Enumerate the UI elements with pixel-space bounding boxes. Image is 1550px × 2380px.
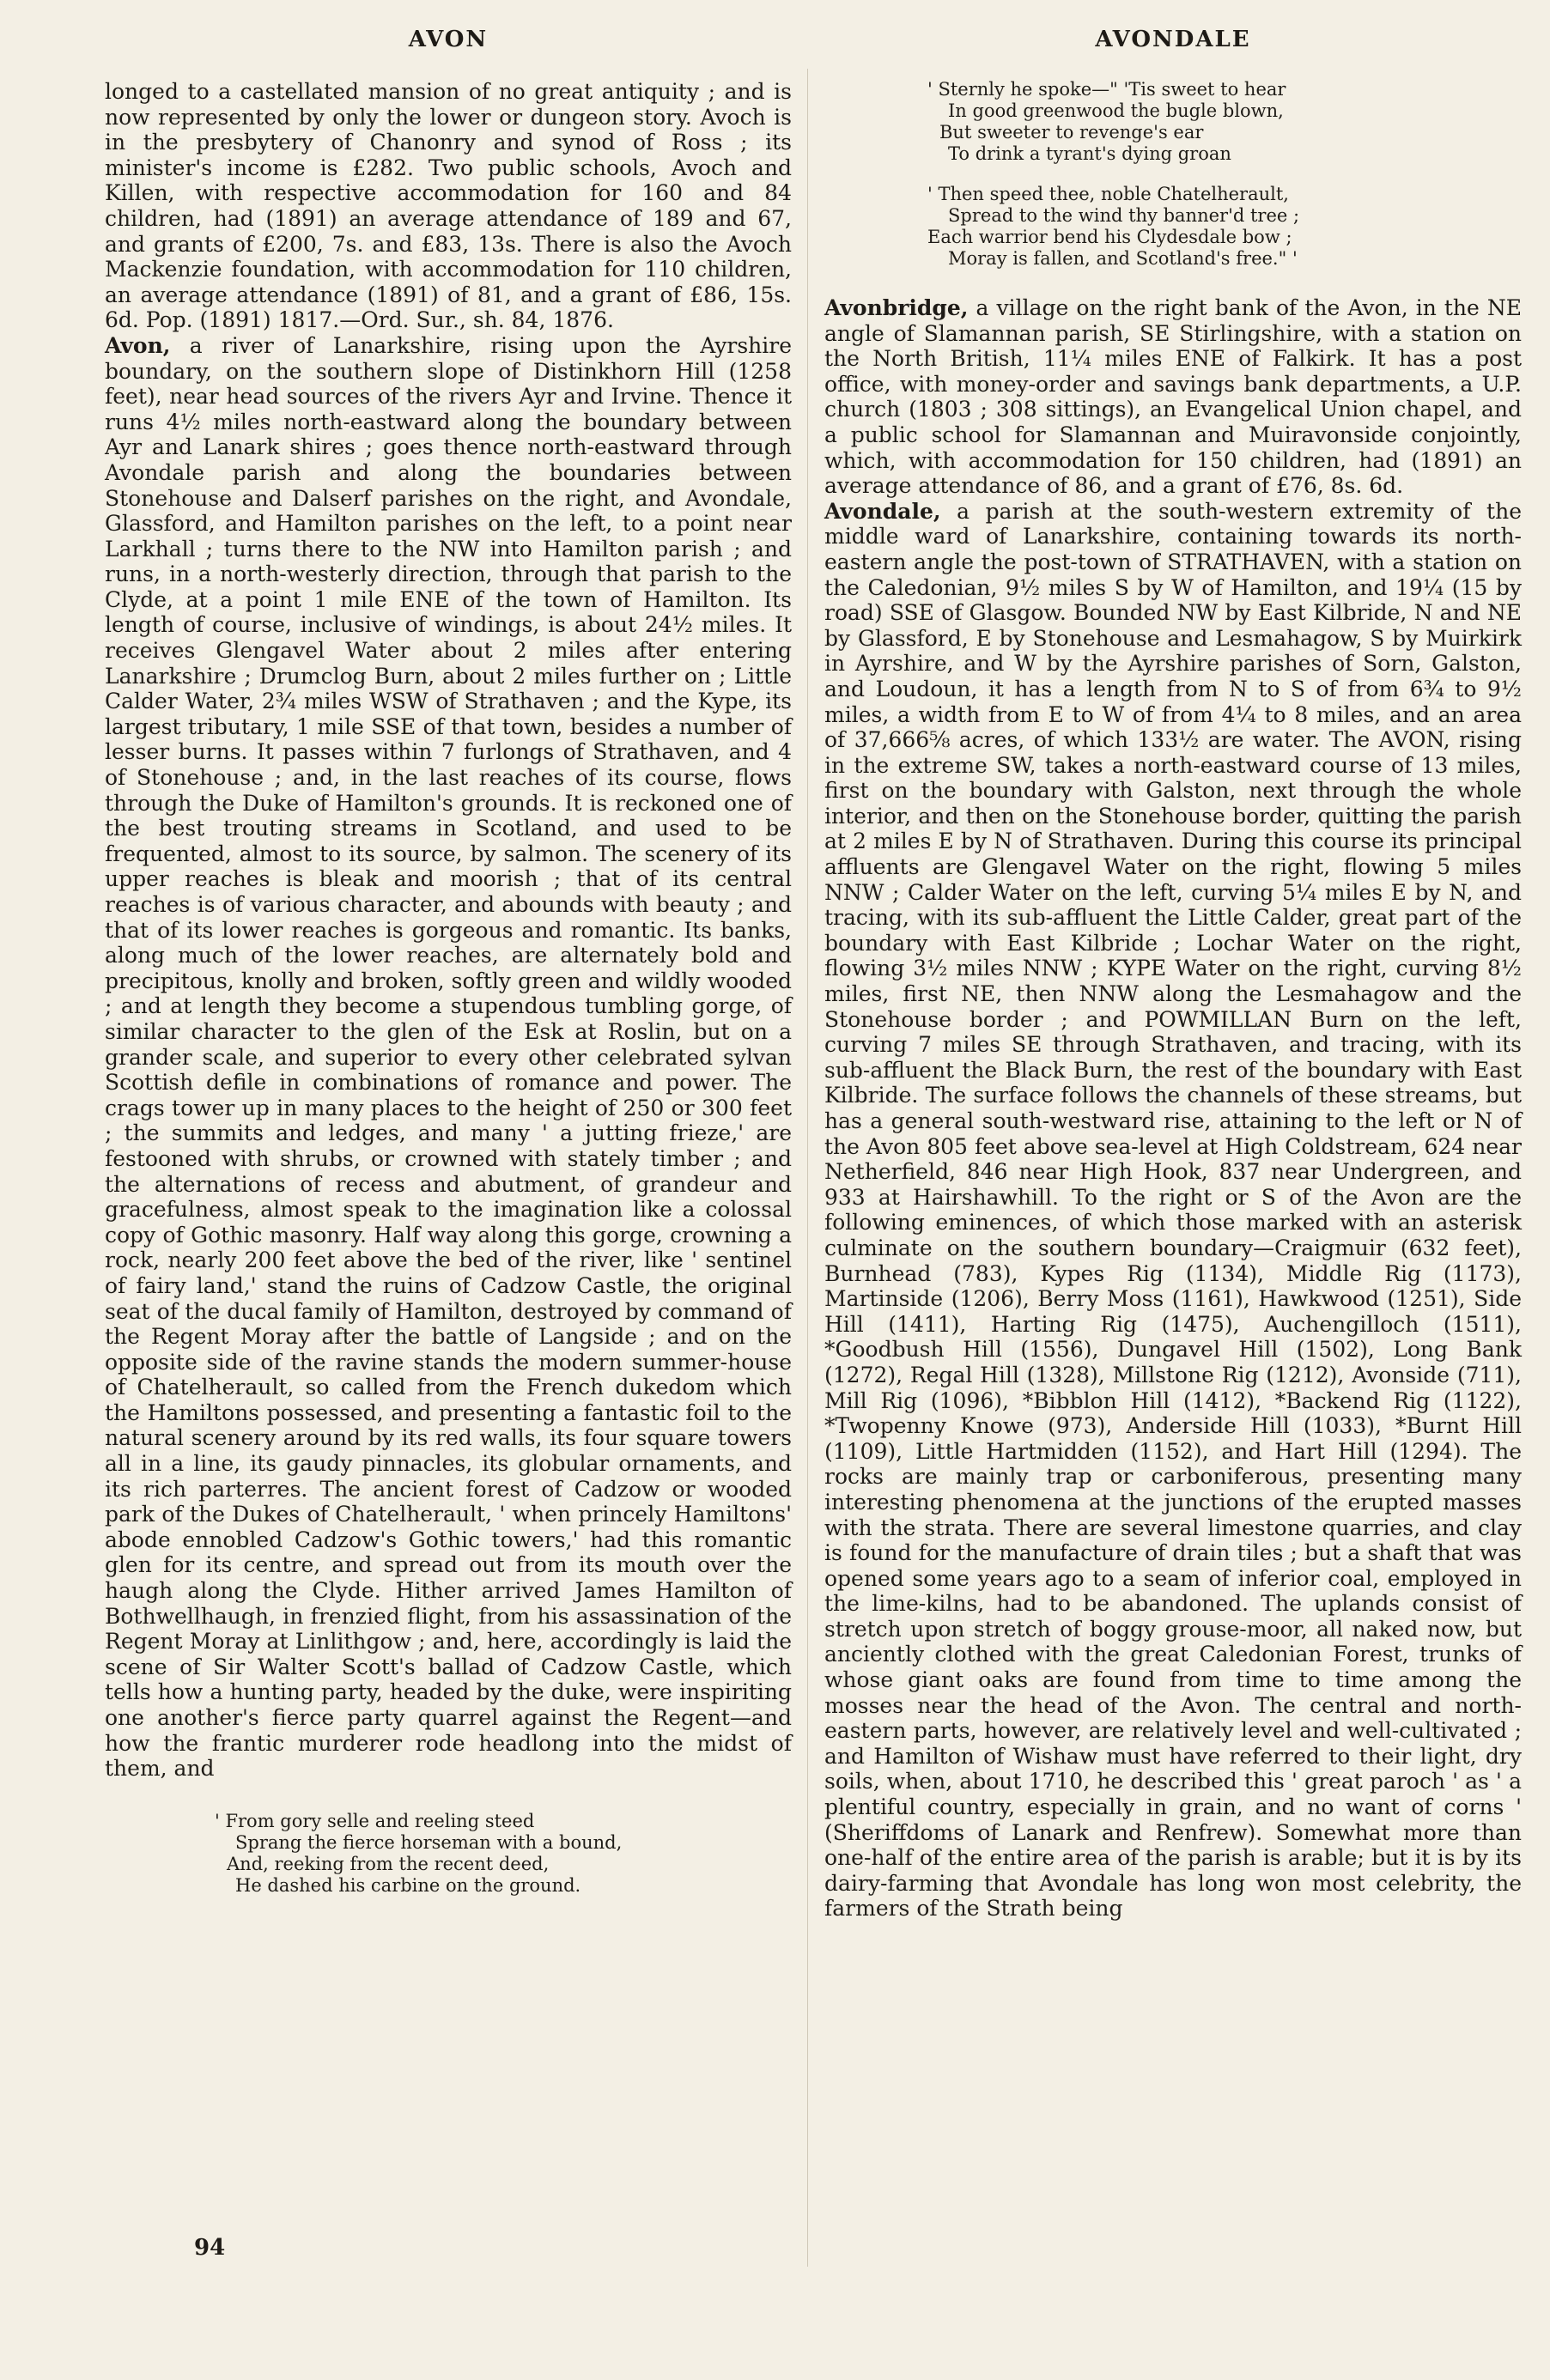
verse-line: Sprang the fierce horseman with a bound,: [235, 1831, 623, 1853]
verse-line: To drink a tyrant's dying groan: [948, 143, 1231, 164]
running-head-right: AVONDALE: [1095, 27, 1251, 52]
ballad-verse-right-2: [824, 184, 1522, 270]
avondale-entry-paragraph: [824, 499, 1522, 1922]
left-body-text: [105, 79, 792, 1782]
avondale-headword: Avondale,: [824, 498, 941, 524]
verse-line: He dashed his carbine on the ground.: [235, 1874, 581, 1896]
ballad-verse-left: [105, 1811, 792, 1897]
avoch-continuation-paragraph: longed to a castellated mansion of no great antiquity ; and is now represented by only the lower or dungeon story. Avoch is in the presbytery of Chanonry and synod of Ross ; its minister's income is £282. Two public schools, Avoch and Killen, with respective accommodation for 160 and 84 children, had (1891) an average attendance of 189 and 67, and grants of £200, 7s. and £83, 13s. There is also the Avoch Mackenzie foundation, with accommodation for 110 children, an average attendance (1891) of 81, and a grant of £86, 15s. 6d. Pop. (1891) 1817.—Ord. Sur., sh. 84, 1876.: [105, 79, 792, 333]
avondale-entry-text: a parish at the south-western extremity of the middle ward of Lanarkshire, containing towards its north-eastern angle the post-town of STRATHAVEN, with a station on the Caledonian, 9½ miles S by W of Hamilton, and 19¼ (15 by road) SSE of Glasgow. Bounded NW by East Kilbride, N and NE by Glassford, E by Stonehouse and Lesmahagow, S by Muirkirk in Ayrshire, and W by the Ayrshire parishes of Sorn, Galston, and Loudoun, it has a length from N to S of from 6¾ to 9½ miles, a width from E to W of from 4¼ to 8 miles, and an area of 37,666⅝ acres, of which 133½ are water. The AVON, rising in the extreme SW, takes a north-eastward course of 13 miles, first on the boundary with Galston, next through the whole interior, and then on the Stonehouse border, quitting the parish at 2 miles E by N of Strathaven. During this course its principal affluents are Glengavel Water on the right, flowing 5 miles NNW ; Calder Water on the left, curving 5¼ miles E by N, and tracing, with its sub-affluent the Little Calder, great part of the boundary with East Kilbride ; Lochar Water on the right, flowing 3½ miles NNW ; KYPE Water on the right, curving 8½ miles, first NE, then NNW along the Lesmahagow and the Stonehouse border ; and POWMILLAN Burn on the left, curving 7 miles SE through Strathaven, and tracing, with its sub-affluent the Black Burn, the rest of the boundary with East Kilbride. The surface follows the channels of these streams, but has a general south-westward rise, attaining to the left or N of the Avon 805 feet above sea-level at High Coldstream, 624 near Netherfield, 846 near High Hook, 837 near Undergreen, and 933 at Hairshawhill. To the right or S of the Avon are the following eminences, of which those marked with an asterisk culminate on the southern boundary—Craigmuir (632 feet), Burnhead (783), Kypes Rig (1134), Middle Rig (1173), Martinside (1206), Berry Moss (1161), Hawkwood (1251), Side Hill (1411), Harting Rig (1475), Auchengilloch (1511), *Goodbush Hill (1556), Dungavel Hill (1502), Long Bank (1272), Regal Hill (1328), Millstone Rig (1212), Avonside (711), Mill Rig (1096), *Bibblon Hill (1412), *Backend Rig (1122), *Twopenny Knowe (973), Anderside Hill (1033), *Burnt Hill (1109), Little Hartmidden (1152), and Hart Hill (1294). The rocks are mainly trap or carboniferous, presenting many interesting phenomena at the junctions of the erupted masses with the strata. There are several limestone quarries, and clay is found for the manufacture of drain tiles ; but a shaft that was opened some years ago to a seam of inferior coal, employed in the lime-kilns, had to be abandoned. The uplands consist of stretch upon stretch of boggy grouse-moor, all naked now, but anciently clothed with the great Caledonian Forest, trunks of whose giant oaks are found from time to time among the mosses near the head of the Avon. The central and north-eastern parts, however, are relatively level and well-cultivated ; and Hamilton of Wishaw must have referred to their light, dry soils, when, about 1710, he described this ' great paroch ' as ' a plentiful country, especially in grain, and no want of corns ' (Sheriffdoms of Lanark and Renfrew). Somewhat more than one-half of the entire area of the parish is arable; but it is by its dairy-farming that Avondale has long won most celebrity, the farmers of the Strath being: [824, 498, 1522, 1922]
verse-line: Spread to the wind thy banner'd tree ;: [948, 205, 1300, 226]
verse-line: But sweeter to revenge's ear: [939, 122, 1204, 143]
right-body-text: [824, 295, 1522, 1922]
avonbridge-headword: Avonbridge,: [824, 295, 969, 320]
verse-line: Moray is fallen, and Scotland's free." ': [948, 248, 1298, 269]
column-divider: [807, 69, 808, 2267]
verse-line: In good greenwood the bugle blown,: [948, 100, 1284, 121]
verse-line: ' Then speed thee, noble Chatelherault,: [927, 184, 1289, 204]
left-column: [105, 24, 792, 1897]
verse-line: ' Sternly he spoke—" 'Tis sweet to hear: [927, 79, 1286, 100]
avon-entry-text: a river of Lanarkshire, rising upon the Ayrshire boundary, on the southern slope of Distinkhorn Hill (1258 feet), near head sources of the rivers Ayr and Irvine. Thence it runs 4½ miles north-eastward along the boundary between Ayr and Lanark shires ; goes thence north-eastward through Avondale parish and along the boundaries between Stonehouse and Dalserf parishes on the right, and Avondale, Glassford, and Hamilton parishes on the left, to a point near Larkhall ; turns there to the NW into Hamilton parish ; and runs, in a north-westerly direction, through that parish to the Clyde, at a point 1 mile ENE of the town of Hamilton. Its length of course, inclusive of windings, is about 24½ miles. It receives Glengavel Water about 2 miles after entering Lanarkshire ; Drumclog Burn, about 2 miles further on ; Little Calder Water, 2¾ miles WSW of Strathaven ; and the Kype, its largest tributary, 1 mile SSE of that town, besides a number of lesser burns. It passes within 7 furlongs of Strathaven, and 4 of Stonehouse ; and, in the last reaches of its course, flows through the Duke of Hamilton's grounds. It is reckoned one of the best trouting streams in Scotland, and used to be frequented, almost to its source, by salmon. The scenery of its upper reaches is bleak and moorish ; that of its central reaches is of various character, and abounds with beauty ; and that of its lower reaches is gorgeous and romantic. Its banks, along much of the lower reaches, are alternately bold and precipitous, knolly and broken, softly green and wildly wooded ; and at length they become a stupendous tumbling gorge, of similar character to the glen of the Esk at Roslin, but on a grander scale, and superior to every other celebrated sylvan Scottish defile in combinations of romance and power. The crags tower up in many places to the height of 250 or 300 feet ; the summits and ledges, and many ' a jutting frieze,' are festooned with shrubs, or crowned with stately timber ; and the alternations of recess and abutment, of grandeur and gracefulness, almost speak to the imagination like a colossal copy of Gothic masonry. Half way along this gorge, crowning a rock, nearly 200 feet above the bed of the river, like ' sentinel of fairy land,' stand the ruins of Cadzow Castle, the original seat of the ducal family of Hamilton, destroyed by command of the Regent Moray after the battle of Langside ; and on the opposite side of the ravine stands the modern summer-house of Chatelherault, so called from the French dukedom which the Hamiltons possessed, and presenting a fantastic foil to the natural scenery around by its red walls, its four square towers all in a line, its gaudy pinnacles, its globular ornaments, and its rich parterres. The ancient forest of Cadzow or wooded park of the Dukes of Chatelherault, ' when princely Hamiltons' abode ennobled Cadzow's Gothic towers,' had this romantic glen for its centre, and spread out from its mouth over the haugh along the Clyde. Hither arrived James Hamilton of Bothwellhaugh, in frenzied flight, from his assassination of the Regent Moray at Linlithgow ; and, here, accordingly is laid the scene of Sir Walter Scott's ballad of Cadzow Castle, which tells how a hunting party, headed by the duke, were inspiriting one another's fierce party quarrel against the Regent—and how the frantic murderer rode headlong into the midst of them, and: [105, 332, 792, 1782]
page-number: 94: [194, 2235, 226, 2261]
right-column: [824, 24, 1522, 1922]
verse-line: ' From gory selle and reeling steed: [215, 1810, 535, 1831]
avon-headword: Avon,: [105, 332, 171, 358]
avonbridge-entry-text: a village on the right bank of the Avon, in the NE angle of Slamannan parish, SE Stirlingshire, with a station on the North British, 11¼ miles ENE of Falkirk. It has a post office, with money-order and savings bank departments, a U.P. church (1803 ; 308 sittings), an Evangelical Union chapel, and a public school for Slamannan and Muiravonside conjointly, which, with accommodation for 150 children, had (1891) an average attendance of 86, and a grant of £76, 8s. 6d.: [824, 295, 1522, 499]
avonbridge-entry-paragraph: [824, 295, 1522, 499]
verse-line: And, reeking from the recent deed,: [227, 1853, 550, 1874]
running-head-left: AVON: [408, 27, 489, 52]
verse-line: Each warrior bend his Clydesdale bow ;: [927, 227, 1292, 247]
ballad-verse-right-1: [824, 79, 1522, 165]
avon-entry-paragraph: [105, 333, 792, 1782]
